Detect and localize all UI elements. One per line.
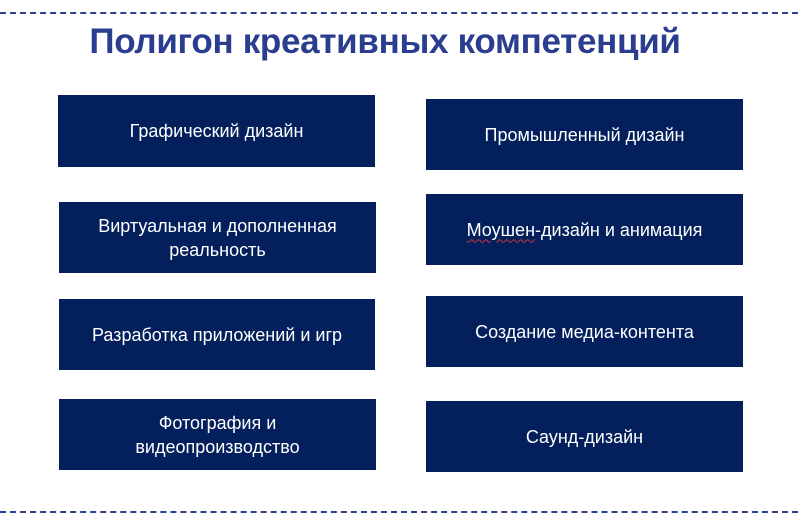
competency-sound-design[interactable]: [426, 401, 743, 472]
competency-label: Саунд-дизайн: [525, 426, 644, 447]
top-dashed-divider: [0, 12, 798, 14]
competency-vr-ar[interactable]: [59, 202, 376, 273]
competency-label: [467, 218, 703, 242]
competency-label-rest: -дизайн и анимация: [535, 219, 703, 240]
competency-label: Промышленный дизайн: [484, 124, 685, 145]
spellcheck-marked-word: Моушен: [466, 219, 536, 240]
competency-motion-design[interactable]: [426, 194, 743, 265]
competency-label: Создание медиа-контента: [475, 321, 694, 342]
competency-industrial-design[interactable]: [426, 99, 743, 170]
competency-label: Разработка приложений и игр: [91, 324, 343, 345]
bottom-dashed-divider: [0, 511, 798, 513]
competency-graphic-design[interactable]: [58, 95, 375, 167]
competency-media-content[interactable]: [426, 296, 743, 367]
page-title: Полигон креативных компетенций: [89, 22, 681, 61]
competency-photo-video[interactable]: [59, 399, 376, 470]
competency-label: Графический дизайн: [129, 121, 304, 141]
competency-label: Фотография и видеопроизводство: [135, 412, 300, 457]
competency-label: Виртуальная и дополненная реальность: [98, 215, 337, 260]
competency-app-game-dev[interactable]: [59, 299, 375, 370]
